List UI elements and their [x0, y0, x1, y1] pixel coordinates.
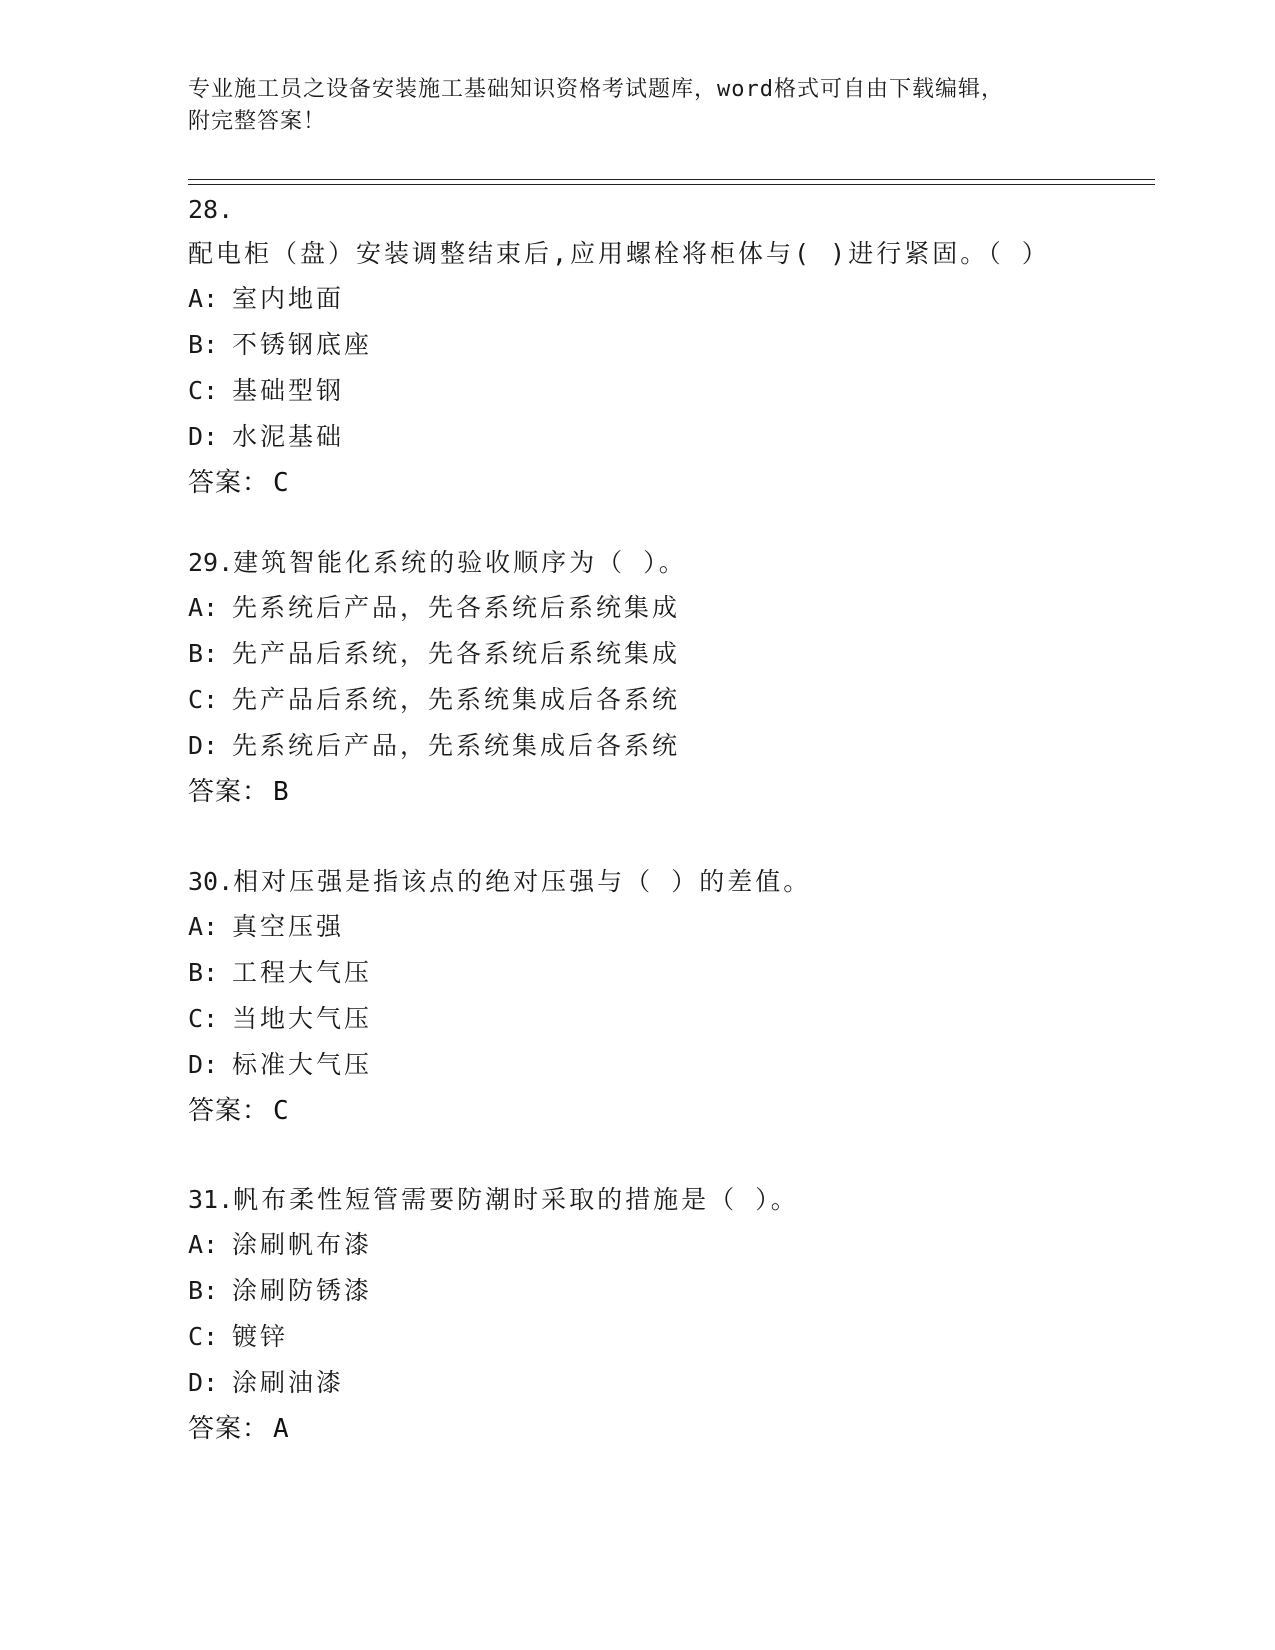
- answer-label: 答案：: [188, 1096, 270, 1126]
- option-text: 真空压强: [232, 912, 345, 941]
- answer-line: [188, 1406, 1088, 1452]
- option-letter: B:: [188, 958, 219, 987]
- question-text: 配电柜（盘）安装调整结束后,应用螺栓将柜体与( )进行紧固。（ ）: [188, 239, 1050, 268]
- option-c: [188, 1314, 1088, 1360]
- option-a: [188, 276, 1088, 322]
- question-number: 28.: [188, 195, 234, 224]
- document-header: [188, 74, 1068, 138]
- answer-value: C: [273, 468, 290, 498]
- option-letter: D:: [188, 422, 219, 451]
- question-block: [188, 860, 1088, 1134]
- option-text: 标准大气压: [232, 1050, 373, 1079]
- question-block: [188, 541, 1088, 815]
- option-text: 涂刷帆布漆: [232, 1230, 373, 1259]
- option-text: 工程大气压: [232, 958, 373, 987]
- option-text: 先系统后产品，先各系统后系统集成: [232, 593, 681, 622]
- option-text: 当地大气压: [232, 1004, 373, 1033]
- option-a: [188, 1222, 1088, 1268]
- option-letter: B:: [188, 639, 219, 668]
- header-divider-bottom: [188, 184, 1155, 185]
- question-text: 相对压强是指该点的绝对压强与（ ）的差值。: [233, 867, 812, 896]
- option-text: 水泥基础: [232, 422, 345, 451]
- option-letter: C:: [188, 1004, 219, 1033]
- option-a: [188, 585, 1088, 631]
- option-letter: C:: [188, 685, 219, 714]
- option-letter: A:: [188, 284, 219, 313]
- question-stem: [188, 860, 1088, 904]
- answer-value: A: [273, 1414, 290, 1444]
- answer-value: C: [273, 1096, 290, 1126]
- option-text: 不锈钢底座: [232, 330, 373, 359]
- option-text: 涂刷防锈漆: [232, 1276, 373, 1305]
- question-number: 30.: [188, 867, 234, 896]
- answer-line: [188, 460, 1088, 506]
- answer-value: B: [273, 777, 290, 807]
- option-letter: A:: [188, 593, 219, 622]
- option-letter: D:: [188, 1050, 219, 1079]
- option-letter: A:: [188, 1230, 219, 1259]
- answer-line: [188, 769, 1088, 815]
- question-stem: [188, 1178, 1088, 1222]
- option-letter: C:: [188, 1322, 219, 1351]
- option-b: [188, 322, 1088, 368]
- option-b: [188, 1268, 1088, 1314]
- header-line-1: 专业施工员之设备安装施工基础知识资格考试题库，word格式可自由下载编辑，: [188, 77, 1004, 102]
- header-line-2: 附完整答案！: [188, 109, 327, 134]
- answer-label: 答案：: [188, 1414, 270, 1444]
- option-text: 先系统后产品，先系统集成后各系统: [232, 731, 681, 760]
- option-d: [188, 414, 1088, 460]
- option-letter: B:: [188, 1276, 219, 1305]
- option-b: [188, 631, 1088, 677]
- option-d: [188, 723, 1088, 769]
- answer-line: [188, 1088, 1088, 1134]
- answer-label: 答案：: [188, 777, 270, 807]
- option-d: [188, 1042, 1088, 1088]
- option-text: 镀锌: [232, 1322, 289, 1351]
- option-c: [188, 996, 1088, 1042]
- question-stem: [188, 188, 1088, 276]
- question-text: 建筑智能化系统的验收顺序为（ ）。: [233, 548, 687, 577]
- option-d: [188, 1360, 1088, 1406]
- option-text: 室内地面: [232, 284, 345, 313]
- option-letter: B:: [188, 330, 219, 359]
- question-number: 31.: [188, 1185, 234, 1214]
- option-letter: D:: [188, 1368, 219, 1397]
- header-divider-top: [188, 179, 1155, 180]
- question-number: 29.: [188, 548, 234, 577]
- question-block: [188, 1178, 1088, 1452]
- answer-label: 答案：: [188, 468, 270, 498]
- option-text: 基础型钢: [232, 376, 345, 405]
- option-b: [188, 950, 1088, 996]
- option-text: 先产品后系统，先各系统后系统集成: [232, 639, 681, 668]
- question-stem: [188, 541, 1088, 585]
- option-text: 涂刷油漆: [232, 1368, 345, 1397]
- option-letter: A:: [188, 912, 219, 941]
- option-text: 先产品后系统，先系统集成后各系统: [232, 685, 681, 714]
- question-block: [188, 188, 1088, 506]
- option-c: [188, 677, 1088, 723]
- option-c: [188, 368, 1088, 414]
- option-a: [188, 904, 1088, 950]
- option-letter: C:: [188, 376, 219, 405]
- question-text: 帆布柔性短管需要防潮时采取的措施是（ ）。: [233, 1185, 799, 1214]
- option-letter: D:: [188, 731, 219, 760]
